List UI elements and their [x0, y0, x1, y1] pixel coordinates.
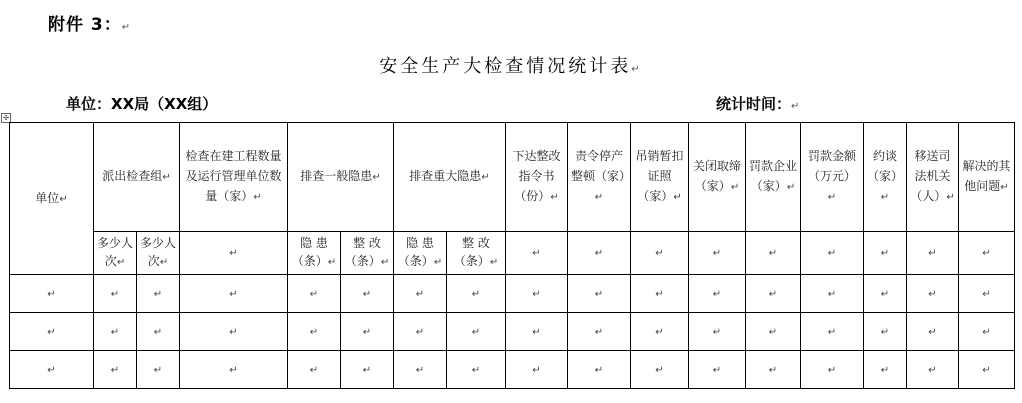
header-closure-ban: 关闭取缔（家）↵ — [689, 123, 746, 232]
header-inspected-projects: 检查在建工程数量及运行管理单位数量（家）↵ — [180, 123, 288, 232]
table-row — [10, 313, 1015, 351]
paragraph-mark: ↵ — [982, 288, 991, 300]
paragraph-mark: ↵ — [655, 288, 664, 300]
paragraph-mark: ↵ — [655, 326, 664, 338]
paragraph-mark: ↵ — [415, 326, 425, 338]
paragraph-mark: ↵ — [471, 288, 481, 300]
table-cell[interactable] — [689, 313, 746, 351]
table-cell[interactable] — [447, 351, 506, 389]
header-production-suspension: 责令停产整顿（家）↵ — [568, 123, 631, 232]
table-cell[interactable] — [288, 351, 341, 389]
attachment-label: 附件 3：↵ — [48, 15, 132, 35]
table-cell[interactable] — [447, 313, 506, 351]
paragraph-mark: ↵ — [362, 288, 372, 300]
table-cell[interactable] — [394, 313, 447, 351]
subheader-row — [10, 232, 1015, 275]
statistics-table — [9, 122, 1015, 389]
subheader-person-times: 多少人次↵ — [137, 232, 180, 275]
table-cell[interactable]: ↵ — [631, 232, 689, 275]
subheader-person-times: 多少人次↵ — [94, 232, 137, 275]
paragraph-mark: ↵ — [827, 288, 837, 300]
unit-label: 单位：XX局（XX组） — [66, 95, 218, 113]
table-cell[interactable] — [801, 313, 864, 351]
paragraph-mark: ↵ — [110, 326, 120, 338]
table-row — [10, 351, 1015, 389]
table-cell[interactable] — [801, 351, 864, 389]
header-unit: 单位↵ — [10, 123, 94, 275]
paragraph-mark: ↵ — [153, 288, 163, 300]
header-other-issues: 解决的其他问题↵ — [959, 123, 1015, 232]
table-cell[interactable] — [568, 313, 631, 351]
table-cell[interactable] — [689, 275, 746, 313]
document-title: 安全生产大检查情况统计表↵ — [379, 56, 643, 77]
table-cell[interactable] — [10, 313, 94, 351]
paragraph-mark: ↵ — [415, 364, 425, 376]
table-cell[interactable] — [137, 351, 180, 389]
table-cell[interactable] — [288, 313, 341, 351]
table-cell[interactable] — [180, 313, 288, 351]
paragraph-mark: ↵ — [982, 364, 991, 376]
header-row — [10, 123, 1015, 232]
table-cell[interactable] — [288, 275, 341, 313]
table-cell[interactable] — [394, 275, 447, 313]
table-cell[interactable] — [631, 313, 689, 351]
paragraph-mark: ↵ — [229, 288, 238, 300]
paragraph-mark: ↵ — [153, 364, 163, 376]
paragraph-mark: ↵ — [309, 364, 319, 376]
header-interviews: 约谈（家）↵ — [864, 123, 907, 232]
paragraph-mark: ↵ — [415, 288, 425, 300]
table-cell[interactable] — [341, 351, 394, 389]
table-cell[interactable] — [394, 351, 447, 389]
paragraph-mark: ↵ — [229, 326, 238, 338]
table-cell[interactable] — [631, 351, 689, 389]
table-cell[interactable] — [864, 313, 907, 351]
table-cell[interactable] — [10, 275, 94, 313]
paragraph-mark: ↵ — [768, 288, 778, 300]
paragraph-mark: ↵ — [768, 364, 778, 376]
table-cell[interactable] — [341, 313, 394, 351]
paragraph-mark: ↵ — [309, 288, 319, 300]
table-cell[interactable] — [746, 351, 801, 389]
paragraph-mark: ↵ — [471, 326, 481, 338]
table-cell[interactable]: ↵ — [907, 232, 959, 275]
subheader-hazard-count: 隐 患（条）↵ — [288, 232, 341, 275]
table-cell[interactable]: ↵ — [506, 232, 568, 275]
table-cell[interactable] — [746, 313, 801, 351]
paragraph-mark: ↵ — [532, 326, 541, 338]
table-cell[interactable] — [180, 351, 288, 389]
paragraph-mark: ↵ — [110, 288, 120, 300]
paragraph-mark: ↵ — [532, 364, 541, 376]
paragraph-mark: ↵ — [982, 326, 991, 338]
table-cell[interactable] — [447, 275, 506, 313]
table-cell[interactable]: ↵ — [801, 232, 864, 275]
paragraph-mark: ↵ — [362, 364, 372, 376]
table-cell[interactable] — [959, 313, 1015, 351]
table-row — [10, 275, 1015, 313]
paragraph-mark: ↵ — [47, 364, 56, 376]
paragraph-mark: ↵ — [47, 288, 56, 300]
table-move-handle-icon[interactable]: ✣ — [1, 113, 11, 123]
table-cell[interactable] — [959, 351, 1015, 389]
subheader-rectified-count: 整 改（条）↵ — [447, 232, 506, 275]
header-fined-enterprises: 罚款企业（家）↵ — [746, 123, 801, 232]
paragraph-mark: ↵ — [712, 326, 722, 338]
table-cell[interactable] — [10, 351, 94, 389]
statistics-time-label: 统计时间：↵ — [716, 95, 800, 113]
table-cell[interactable] — [568, 275, 631, 313]
paragraph-mark: ↵ — [928, 364, 937, 376]
header-inspection-groups: 派出检查组↵ — [94, 123, 180, 232]
paragraph-mark: ↵ — [880, 326, 890, 338]
paragraph-mark: ↵ — [880, 288, 890, 300]
paragraph-mark: ↵ — [712, 364, 722, 376]
paragraph-mark: ↵ — [532, 288, 541, 300]
paragraph-mark: ↵ — [362, 326, 372, 338]
table-cell[interactable] — [506, 275, 568, 313]
table-cell[interactable] — [94, 313, 137, 351]
table-cell[interactable] — [864, 275, 907, 313]
paragraph-mark: ↵ — [712, 288, 722, 300]
paragraph-mark: ↵ — [827, 326, 837, 338]
paragraph-mark: ↵ — [768, 326, 778, 338]
table-cell[interactable] — [907, 313, 959, 351]
table-cell[interactable] — [864, 351, 907, 389]
table-cell[interactable] — [506, 313, 568, 351]
paragraph-mark: ↵ — [309, 326, 319, 338]
header-judicial-transfer: 移送司法机关（人）↵ — [907, 123, 959, 232]
table-cell[interactable] — [689, 351, 746, 389]
header-fine-amount: 罚款金额（万元）↵ — [801, 123, 864, 232]
table-cell[interactable] — [746, 275, 801, 313]
paragraph-mark: ↵ — [594, 326, 604, 338]
table-cell[interactable] — [180, 275, 288, 313]
table-cell[interactable] — [568, 351, 631, 389]
paragraph-mark: ↵ — [471, 364, 481, 376]
paragraph-mark: ↵ — [827, 364, 837, 376]
paragraph-mark: ↵ — [153, 326, 163, 338]
subheader-hazard-count: 隐 患（条）↵ — [394, 232, 447, 275]
table-cell[interactable] — [907, 275, 959, 313]
table-cell[interactable] — [137, 313, 180, 351]
table-cell[interactable] — [907, 351, 959, 389]
paragraph-mark: ↵ — [928, 326, 937, 338]
paragraph-mark: ↵ — [110, 364, 120, 376]
table-cell[interactable] — [137, 275, 180, 313]
header-general-hazards: 排查一般隐患↵ — [288, 123, 394, 232]
table-cell[interactable] — [631, 275, 689, 313]
table-cell[interactable]: ↵ — [689, 232, 746, 275]
table-cell[interactable] — [341, 275, 394, 313]
table-cell[interactable]: ↵ — [746, 232, 801, 275]
table-cell[interactable]: ↵ — [568, 232, 631, 275]
table-cell[interactable]: ↵ — [959, 232, 1015, 275]
header-license-revocation: 吊销暂扣证照（家）↵ — [631, 123, 689, 232]
table-cell[interactable] — [94, 275, 137, 313]
header-major-hazards: 排查重大隐患↵ — [394, 123, 506, 232]
paragraph-mark: ↵ — [594, 288, 604, 300]
paragraph-mark: ↵ — [229, 364, 238, 376]
table-cell[interactable] — [94, 351, 137, 389]
table-cell[interactable]: ↵ — [864, 232, 907, 275]
paragraph-mark: ↵ — [928, 288, 937, 300]
table-data-body — [10, 275, 1015, 389]
subheader-rectified-count: 整 改（条）↵ — [341, 232, 394, 275]
table-cell[interactable] — [506, 351, 568, 389]
paragraph-mark: ↵ — [880, 364, 890, 376]
paragraph-mark: ↵ — [655, 364, 664, 376]
paragraph-mark: ↵ — [47, 326, 56, 338]
table-cell[interactable] — [801, 275, 864, 313]
paragraph-mark: ↵ — [594, 364, 604, 376]
header-rectification-orders: 下达整改指令书（份）↵ — [506, 123, 568, 232]
table-cell[interactable] — [959, 275, 1015, 313]
table-cell[interactable]: ↵ — [180, 232, 288, 275]
